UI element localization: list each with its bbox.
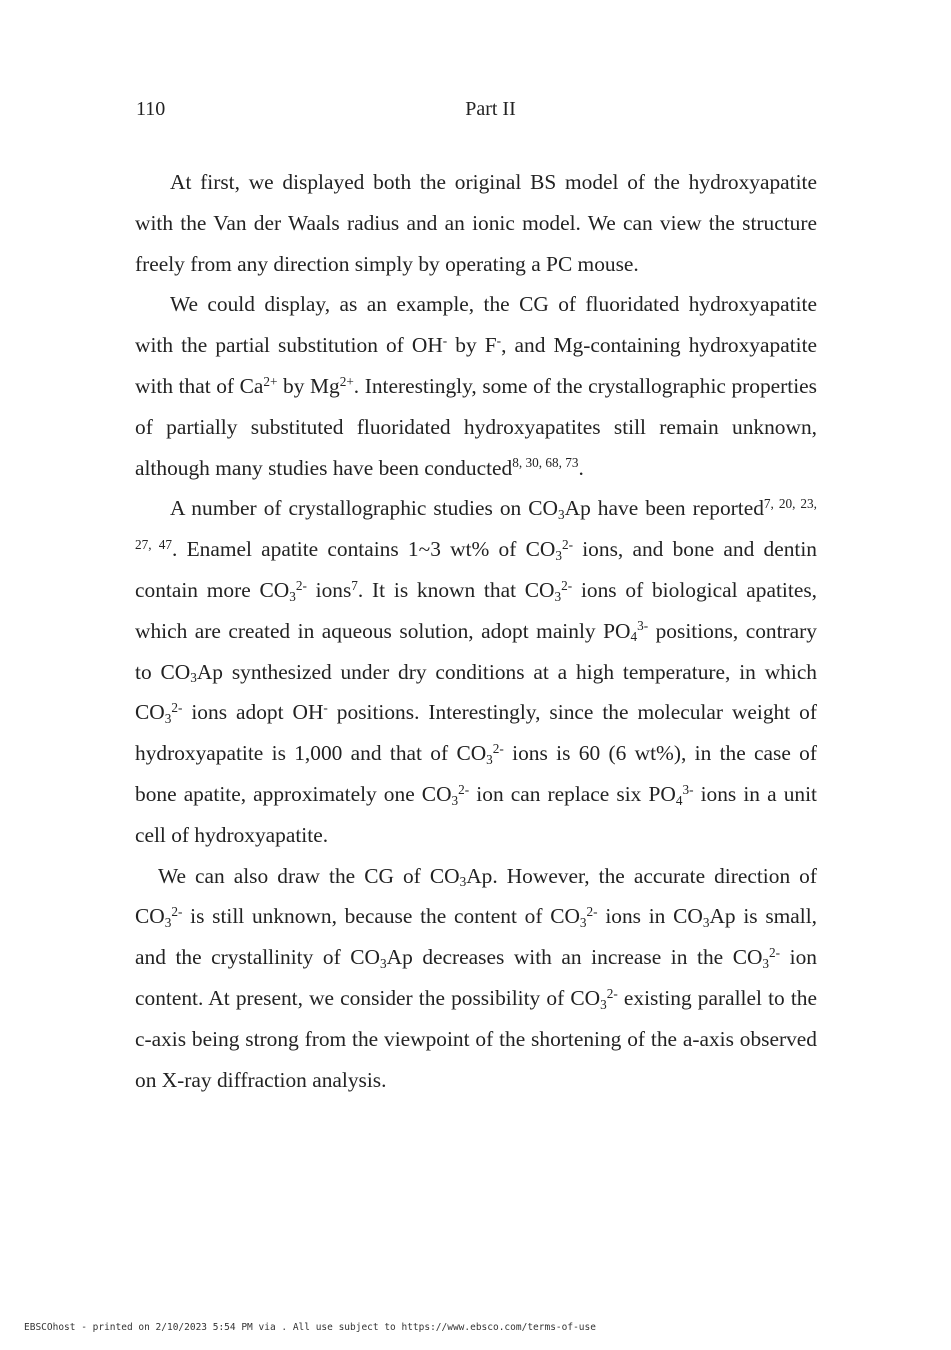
print-footer: EBSCOhost - printed on 2/10/2023 5:54 PM via . All use subject to https://www.ebsco.com/terms-of-use [24, 1322, 596, 1333]
paragraph-1: At first, we displayed both the original BS model of the hydroxyapatite with the Van der Waals radius and an ionic model. We can view the structure freely from any direction simply by operating a PC mouse. [135, 170, 817, 276]
paragraph-2: We could display, as an example, the CG of fluoridated hydroxyapatite with the partial substitution of OH- by F-, and Mg-containing hydroxyapatite with that of $Ca^{2+}$ by $Mg^{2+}$. Interestingly, some of the crystallographic properties of partially substituted fluoridated hydroxyapatites still remain unknown, although many studies have been conducted$^{8, 30, 68, 73}$. [135, 292, 818, 480]
body-text [135, 162, 817, 1100]
running-head: Part II [465, 98, 516, 120]
paragraph-3: A number of crystallographic studies on $CO_3Ap$ have been reported$^{7, 20, 23, 27, 47}$. Enamel apatite contains 1~3 wt% of $CO_3^{2-}$ ions, and bone and dentin contain more $CO_3^{2-}$ ions$^7$. It is known that $CO_3^{2-}$ ions of biological apatites, which are created in aqueous solution, adopt mainly $PO_4^{3-}$ positions, contrary to $CO_3Ap$ synthesized under dry conditions at a high temperature, in which $CO_3^{2-}$ ions adopt OH- positions. Interestingly, since the molecular weight of hydroxyapatite is 1,000 and that of $CO_3^{2-}$ ions is 60 (6 wt%), in the case of bone apatite, approximately one $CO_3^{2-}$ ion can replace six $PO_4^{3-}$ ions in a unit cell of hydroxyapatite. [135, 496, 818, 847]
page-number: 110 [136, 98, 166, 120]
paragraph-4: We can also draw the CG of $CO_3Ap$. However, the accurate direction of $CO_3^{2-}$ is still unknown, because the content of $CO_3^{2-}$ ions in $CO_3Ap$ is small, and the crystallinity of $CO_3Ap$ decreases with an increase in the $CO_3^{2-}$ ion content. At present, we consider the possibility of $CO_3^{2-}$ existing parallel to the c-axis being strong from the viewpoint of the shortening of the a-axis observed on X-ray diffraction analysis. [135, 863, 818, 1092]
